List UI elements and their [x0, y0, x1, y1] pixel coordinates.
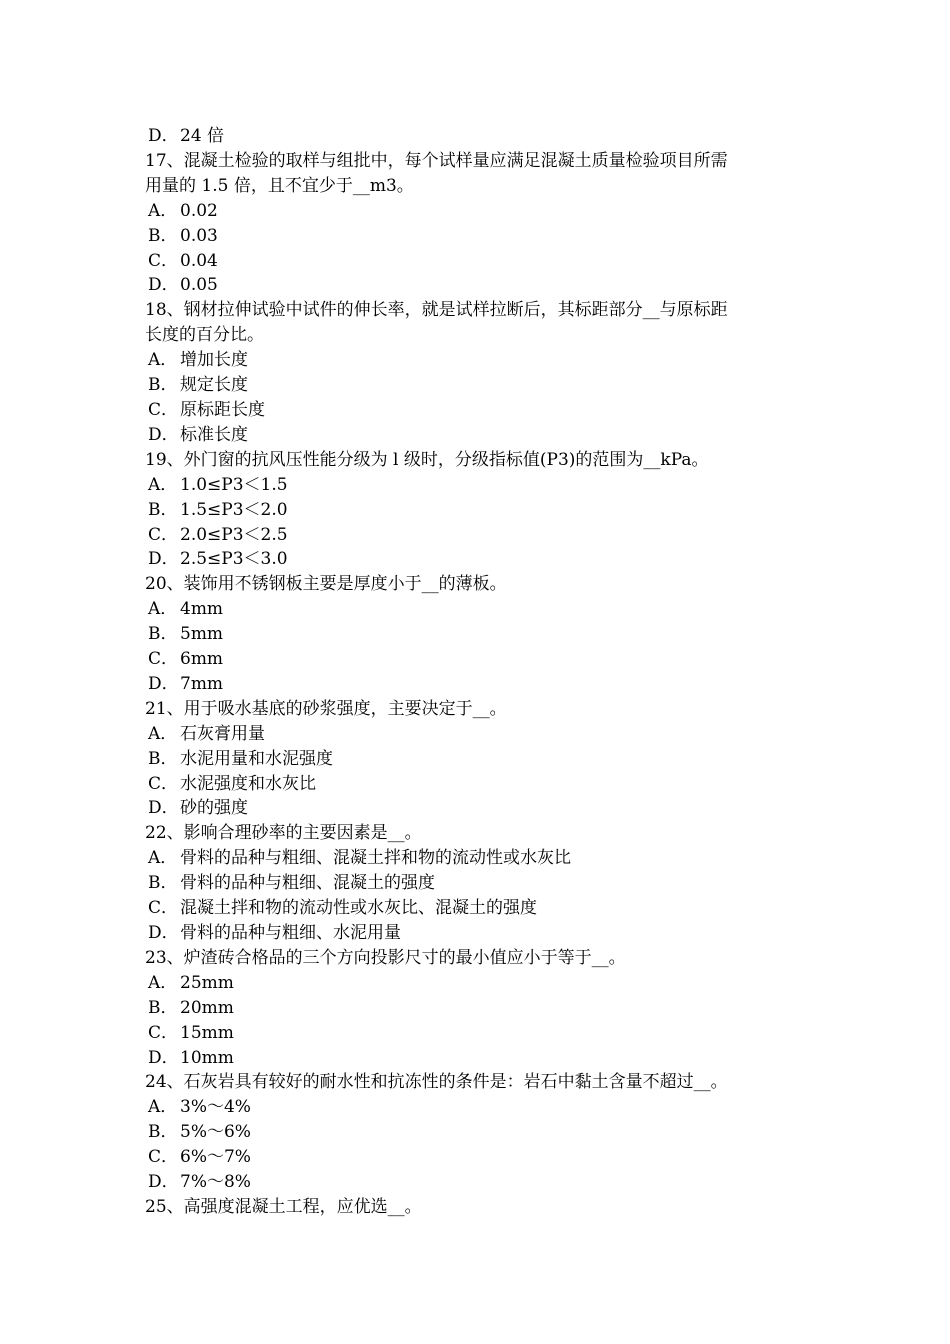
option-text: 1.0≤P3＜1.5 — [180, 474, 288, 495]
question-1 — [145, 298, 810, 447]
question-number: 25、 — [145, 1196, 184, 1217]
option-label: D． — [148, 275, 179, 296]
option-label: B． — [148, 873, 178, 894]
questions-container — [145, 149, 810, 1220]
option-text: 3%～4% — [180, 1097, 251, 1118]
option-text: 15mm — [180, 1022, 234, 1043]
option-a — [145, 199, 810, 224]
question-3 — [145, 572, 810, 697]
question-text: 混凝土检验的取样与组批中，每个试样量应满足混凝土质量检验项目所需 — [183, 150, 728, 171]
question-number: 20、 — [145, 574, 184, 595]
question-stem-continued — [145, 174, 810, 199]
option-label: A． — [148, 599, 178, 620]
option-label: D． — [148, 424, 179, 445]
option-d — [145, 921, 810, 946]
option-label: B． — [148, 375, 178, 396]
question-stem — [145, 946, 810, 971]
option-a — [145, 846, 810, 871]
option-text: 0.02 — [180, 200, 218, 221]
question-4 — [145, 697, 810, 822]
option-label: B． — [148, 997, 178, 1018]
question-stem — [145, 572, 810, 597]
option-text: 5mm — [180, 624, 224, 645]
option-a — [145, 1095, 810, 1120]
question-stem — [145, 697, 810, 722]
question-text: 影响合理砂率的主要因素是__。 — [183, 823, 422, 844]
question-stem — [145, 1070, 810, 1095]
question-5 — [145, 821, 810, 946]
question-7 — [145, 1070, 810, 1195]
option-text: 20mm — [180, 997, 234, 1018]
option-text: 规定长度 — [180, 375, 248, 396]
question-text: 高强度混凝土工程，应优选__。 — [183, 1196, 422, 1217]
option-d — [145, 423, 810, 448]
question-number: 18、 — [145, 300, 184, 321]
question-text: 炉渣砖合格品的三个方向投影尺寸的最小值应小于等于__。 — [183, 947, 626, 968]
option-label: A． — [148, 972, 178, 993]
question-text: 装饰用不锈钢板主要是厚度小于__的薄板。 — [183, 574, 507, 595]
option-label: B． — [148, 748, 178, 769]
option-text: 7%～8% — [180, 1172, 251, 1193]
option-text: 5%～6% — [180, 1122, 251, 1143]
option-b — [145, 498, 810, 523]
option-a — [145, 971, 810, 996]
question-number: 22、 — [145, 823, 184, 844]
question-stem — [145, 821, 810, 846]
question-text: 外门窗的抗风压性能分级为 l 级时，分级指标值(P3)的范围为__kPa。 — [183, 449, 709, 470]
question-text: 长度的百分比。 — [145, 325, 264, 346]
question-text: 用量的 1.5 倍，且不宜少于__m3。 — [145, 175, 414, 196]
option-label: C． — [148, 649, 179, 670]
option-b — [145, 871, 810, 896]
option-c — [145, 1021, 810, 1046]
option-d — [145, 124, 810, 149]
option-text: 0.04 — [180, 250, 218, 271]
option-label: A． — [148, 723, 178, 744]
option-a — [145, 348, 810, 373]
option-label: A． — [148, 200, 178, 221]
option-text: 增加长度 — [180, 350, 248, 371]
option-d — [145, 547, 810, 572]
option-text: 水泥强度和水灰比 — [180, 773, 316, 794]
option-label: A． — [148, 350, 178, 371]
option-label: A． — [148, 474, 178, 495]
option-c — [145, 249, 810, 274]
question-2 — [145, 448, 810, 573]
question-8 — [145, 1195, 810, 1220]
option-text: 骨料的品种与粗细、混凝土拌和物的流动性或水灰比 — [180, 848, 571, 869]
question-stem — [145, 298, 810, 323]
option-label: A． — [148, 848, 178, 869]
option-text: 2.0≤P3＜2.5 — [180, 524, 288, 545]
option-c — [145, 647, 810, 672]
option-text: 0.03 — [180, 225, 218, 246]
option-label: C． — [148, 250, 179, 271]
option-text: 骨料的品种与粗细、混凝土的强度 — [180, 873, 435, 894]
option-label: D． — [148, 1172, 179, 1193]
option-label: C． — [148, 524, 179, 545]
option-text: 6%～7% — [180, 1147, 251, 1168]
option-label: D． — [148, 673, 179, 694]
option-label: D． — [148, 1047, 179, 1068]
option-text: 水泥用量和水泥强度 — [180, 748, 333, 769]
option-label: C． — [148, 1022, 179, 1043]
question-number: 24、 — [145, 1072, 184, 1093]
option-label: D． — [148, 798, 179, 819]
question-number: 19、 — [145, 449, 184, 470]
question-text: 钢材拉伸试验中试件的伸长率，就是试样拉断后，其标距部分__与原标距 — [183, 300, 728, 321]
option-label: C． — [148, 773, 179, 794]
option-text: 石灰膏用量 — [180, 723, 265, 744]
option-text: 1.5≤P3＜2.0 — [180, 499, 288, 520]
option-label: A． — [148, 1097, 178, 1118]
option-label: B． — [148, 1122, 178, 1143]
option-b — [145, 224, 810, 249]
option-d — [145, 1170, 810, 1195]
question-number: 23、 — [145, 947, 184, 968]
option-label: C． — [148, 399, 179, 420]
option-text: 6mm — [180, 649, 224, 670]
question-number: 21、 — [145, 698, 184, 719]
option-text: 2.5≤P3＜3.0 — [180, 549, 288, 570]
option-a — [145, 473, 810, 498]
option-b — [145, 1120, 810, 1145]
option-b — [145, 747, 810, 772]
option-label: C． — [148, 1147, 179, 1168]
option-label: D． — [148, 923, 179, 943]
option-c — [145, 523, 810, 548]
option-c — [145, 398, 810, 423]
option-text: 7mm — [180, 673, 224, 694]
option-d — [145, 273, 810, 298]
option-a — [145, 597, 810, 622]
option-text: 24 倍 — [180, 126, 225, 146]
option-a — [145, 722, 810, 747]
option-text: 混凝土拌和物的流动性或水灰比、混凝土的强度 — [180, 898, 537, 919]
option-label: D． — [148, 549, 179, 570]
question-6 — [145, 946, 810, 1071]
option-b — [145, 622, 810, 647]
option-d — [145, 796, 810, 821]
question-stem — [145, 149, 810, 174]
option-c — [145, 772, 810, 797]
option-text: 原标距长度 — [180, 399, 265, 420]
question-stem-continued — [145, 323, 810, 348]
option-text: 砂的强度 — [180, 798, 248, 819]
option-label: B． — [148, 499, 178, 520]
option-label: C． — [148, 898, 179, 919]
option-text: 10mm — [180, 1047, 234, 1068]
question-text: 石灰岩具有较好的耐水性和抗冻性的条件是：岩石中黏土含量不超过__。 — [183, 1072, 728, 1093]
question-list — [145, 124, 810, 1220]
option-text: 25mm — [180, 972, 234, 993]
option-text: 0.05 — [180, 275, 218, 296]
option-label: D． — [148, 126, 179, 146]
question-stem — [145, 448, 810, 473]
option-b — [145, 373, 810, 398]
option-c — [145, 1145, 810, 1170]
question-0 — [145, 149, 810, 298]
option-label: B． — [148, 225, 178, 246]
option-text: 骨料的品种与粗细、水泥用量 — [180, 923, 401, 943]
option-text: 标准长度 — [180, 424, 248, 445]
option-label: B． — [148, 624, 178, 645]
option-d — [145, 1046, 810, 1071]
option-text: 4mm — [180, 599, 224, 620]
question-stem — [145, 1195, 810, 1220]
option-c — [145, 896, 810, 921]
question-text: 用于吸水基底的砂浆强度，主要决定于__。 — [183, 698, 507, 719]
question-number: 17、 — [145, 150, 184, 171]
option-b — [145, 996, 810, 1021]
option-d — [145, 672, 810, 697]
